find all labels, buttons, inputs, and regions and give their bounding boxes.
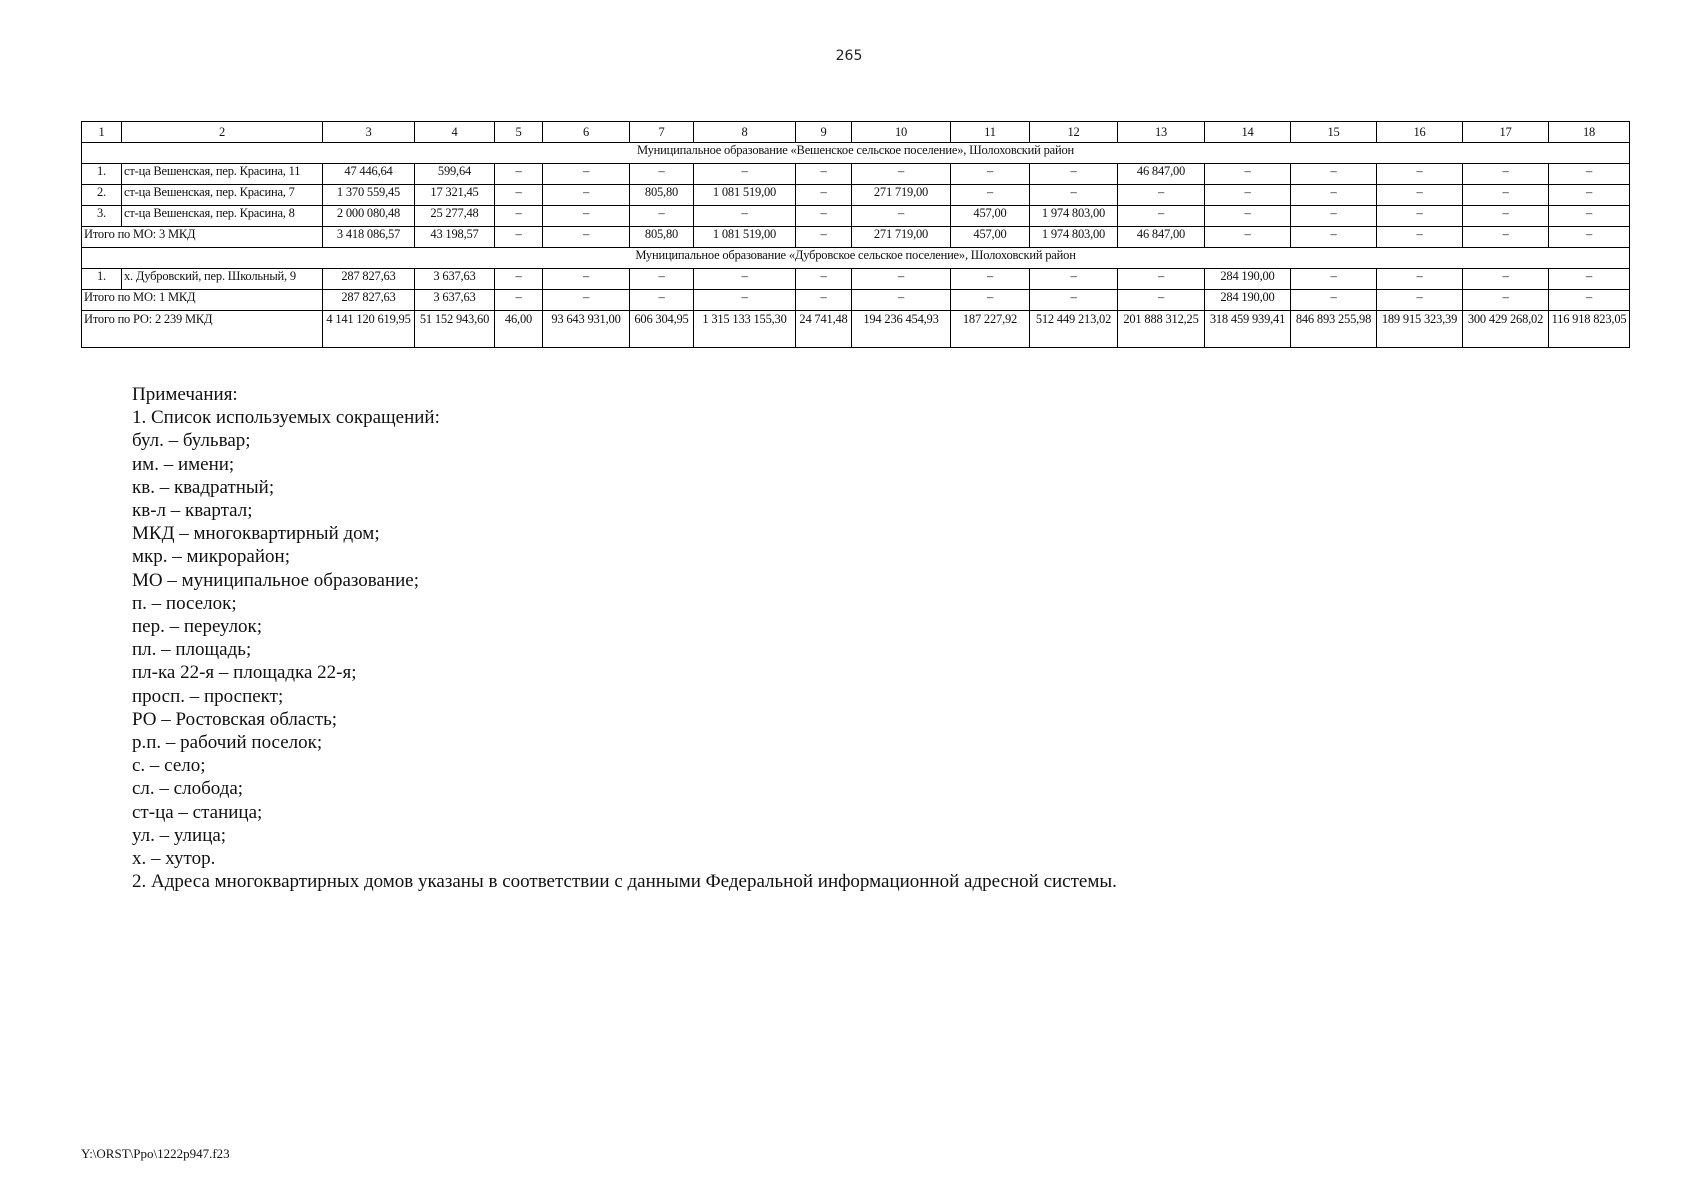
notes-line: кв-л – квартал; — [132, 500, 253, 522]
notes-line: МКД – многоквартирный дом; — [132, 523, 380, 545]
table-cell: – — [1118, 269, 1205, 290]
data-table-container — [81, 121, 1629, 348]
table-cell: – — [796, 290, 852, 311]
table-cell: ст-ца Вешенская, пер. Красина, 11 — [122, 164, 323, 185]
table-cell: – — [796, 269, 852, 290]
table-cell: 3 637,63 — [415, 290, 495, 311]
column-number-cell: 1 — [82, 122, 122, 143]
table-cell: 3 418 086,57 — [323, 227, 415, 248]
notes-line: бул. – бульвар; — [132, 430, 251, 452]
table-cell: 457,00 — [951, 206, 1030, 227]
table-row — [82, 269, 1630, 290]
subtotal-row — [82, 227, 1630, 248]
table-cell: – — [495, 164, 543, 185]
table-cell: – — [1463, 164, 1549, 185]
table-cell: 287 827,63 — [323, 269, 415, 290]
header-row — [82, 122, 1630, 143]
notes-line: пл-ка 22-я – площадка 22-я; — [132, 662, 357, 684]
table-cell: – — [495, 227, 543, 248]
table-cell: 93 643 931,00 — [543, 311, 630, 348]
table-cell: – — [1291, 290, 1377, 311]
table-cell: 271 719,00 — [852, 185, 951, 206]
table-cell: – — [1549, 206, 1630, 227]
table-cell: – — [694, 164, 796, 185]
table-cell: 17 321,45 — [415, 185, 495, 206]
table-cell: – — [1118, 290, 1205, 311]
notes-line: с. – село; — [132, 755, 206, 777]
notes-line: пер. – переулок; — [132, 616, 263, 638]
column-number-cell: 5 — [495, 122, 543, 143]
table-cell: – — [495, 185, 543, 206]
table-cell: х. Дубровский, пер. Школьный, 9 — [122, 269, 323, 290]
table-cell: – — [1463, 185, 1549, 206]
notes-line: кв. – квадратный; — [132, 476, 275, 498]
table-cell: – — [1549, 269, 1630, 290]
table-cell: 805,80 — [630, 227, 694, 248]
section-title-row — [82, 143, 1630, 164]
table-cell: – — [1118, 206, 1205, 227]
table-cell: Итого по РО: 2 239 МКД — [82, 311, 323, 348]
table-cell: – — [1377, 227, 1463, 248]
notes-list — [132, 406, 1117, 893]
notes-heading: Примечания: — [132, 384, 238, 405]
table-cell: 846 893 255,98 — [1291, 311, 1377, 348]
table-cell: 1 974 803,00 — [1030, 227, 1118, 248]
table-cell: – — [1377, 185, 1463, 206]
table-cell: – — [1030, 164, 1118, 185]
table-cell: – — [1205, 227, 1291, 248]
table-cell: – — [1030, 185, 1118, 206]
column-number-cell: 15 — [1291, 122, 1377, 143]
table-cell: – — [1291, 269, 1377, 290]
table-cell: 194 236 454,93 — [852, 311, 951, 348]
notes-line: им. – имени; — [132, 453, 235, 475]
column-number-cell: 4 — [415, 122, 495, 143]
table-cell: – — [1205, 185, 1291, 206]
notes-line: 1. Список используемых сокращений: — [132, 407, 440, 429]
table-cell: – — [543, 269, 630, 290]
table-cell: 25 277,48 — [415, 206, 495, 227]
file-path: Y:\ORST\Ppo\1222p947.f23 — [81, 1146, 230, 1161]
notes-line: ст-ца – станица; — [132, 801, 263, 823]
table-cell: 284 190,00 — [1205, 290, 1291, 311]
table-cell: 1. — [82, 164, 122, 185]
table-cell: – — [630, 206, 694, 227]
notes-line: РО – Ростовская область; — [132, 708, 338, 730]
table-cell: – — [951, 185, 1030, 206]
table-cell: – — [1549, 227, 1630, 248]
table-cell: – — [1549, 185, 1630, 206]
table-cell: 3 637,63 — [415, 269, 495, 290]
table-cell: 1 081 519,00 — [694, 227, 796, 248]
table-cell: 201 888 312,25 — [1118, 311, 1205, 348]
table-cell: – — [630, 164, 694, 185]
table-cell: 46 847,00 — [1118, 227, 1205, 248]
section-title: Муниципальное образование «Дубровское сельское поселение», Шолоховский район — [82, 248, 1630, 269]
table-cell: 189 915 323,39 — [1377, 311, 1463, 348]
table-cell: – — [852, 206, 951, 227]
column-number-cell: 7 — [630, 122, 694, 143]
table-cell: – — [1377, 164, 1463, 185]
table-cell: – — [543, 206, 630, 227]
table-cell: – — [1291, 185, 1377, 206]
table-cell: ст-ца Вешенская, пер. Красина, 7 — [122, 185, 323, 206]
table-cell: 43 198,57 — [415, 227, 495, 248]
table-cell: 284 190,00 — [1205, 269, 1291, 290]
table-cell: – — [630, 269, 694, 290]
table-row — [82, 185, 1630, 206]
table-cell: – — [1205, 206, 1291, 227]
table-cell: 512 449 213,02 — [1030, 311, 1118, 348]
table-cell: Итого по МО: 1 МКД — [82, 290, 323, 311]
table-cell: – — [543, 185, 630, 206]
table-cell: 1 370 559,45 — [323, 185, 415, 206]
page-number: 265 — [835, 48, 863, 64]
table-cell: – — [694, 269, 796, 290]
notes-line: х. – хутор. — [132, 848, 216, 870]
table-cell: – — [495, 290, 543, 311]
notes-line: мкр. – микрорайон; — [132, 546, 290, 568]
table-cell: – — [543, 164, 630, 185]
table-cell: – — [630, 290, 694, 311]
table-cell: – — [1118, 185, 1205, 206]
table-row — [82, 164, 1630, 185]
table-cell: 116 918 823,05 — [1549, 311, 1630, 348]
column-number-cell: 2 — [122, 122, 323, 143]
table-cell: – — [951, 164, 1030, 185]
table-cell: 24 741,48 — [796, 311, 852, 348]
table-cell: – — [951, 269, 1030, 290]
table-cell: 47 446,64 — [323, 164, 415, 185]
table-cell: 46 847,00 — [1118, 164, 1205, 185]
table-cell: – — [1549, 290, 1630, 311]
table-cell: – — [1463, 227, 1549, 248]
table-cell: 1 315 133 155,30 — [694, 311, 796, 348]
table-cell: – — [1030, 290, 1118, 311]
table-cell: – — [1030, 269, 1118, 290]
table-cell: – — [1377, 206, 1463, 227]
table-cell: – — [495, 269, 543, 290]
column-number-cell: 6 — [543, 122, 630, 143]
table-cell: 457,00 — [951, 227, 1030, 248]
section-title: Муниципальное образование «Вешенское сельское поселение», Шолоховский район — [82, 143, 1630, 164]
column-number-cell: 10 — [852, 122, 951, 143]
table-cell: – — [1377, 290, 1463, 311]
table-cell: 187 227,92 — [951, 311, 1030, 348]
table-cell: 318 459 939,41 — [1205, 311, 1291, 348]
column-number-cell: 13 — [1118, 122, 1205, 143]
table-cell: – — [1549, 164, 1630, 185]
table-cell: 805,80 — [630, 185, 694, 206]
column-number-cell: 11 — [951, 122, 1030, 143]
notes-line: 2. Адреса многоквартирных домов указаны в соответствии с данными Федеральной информационной адресной системы. — [132, 871, 1117, 893]
section-title-row — [82, 248, 1630, 269]
table-cell: 300 429 268,02 — [1463, 311, 1549, 348]
table-cell: 1 974 803,00 — [1030, 206, 1118, 227]
table-cell: – — [1463, 290, 1549, 311]
table-cell: 271 719,00 — [852, 227, 951, 248]
table-cell: 606 304,95 — [630, 311, 694, 348]
table-cell: – — [543, 227, 630, 248]
column-number-cell: 3 — [323, 122, 415, 143]
table-row — [82, 206, 1630, 227]
table-cell: – — [495, 206, 543, 227]
table-cell: – — [852, 269, 951, 290]
table-cell: 46,00 — [495, 311, 543, 348]
table-cell: – — [1463, 206, 1549, 227]
table-cell: 51 152 943,60 — [415, 311, 495, 348]
table-cell: – — [852, 290, 951, 311]
table-body — [82, 122, 1630, 348]
column-number-cell: 16 — [1377, 122, 1463, 143]
table-cell: – — [1463, 269, 1549, 290]
table-cell: – — [1291, 227, 1377, 248]
table-cell: – — [543, 290, 630, 311]
table-cell: – — [1377, 269, 1463, 290]
table-cell: 599,64 — [415, 164, 495, 185]
notes-line: просп. – проспект; — [132, 685, 284, 707]
table-cell: – — [796, 164, 852, 185]
table-cell: – — [796, 227, 852, 248]
notes-line: р.п. – рабочий поселок; — [132, 732, 323, 754]
table-cell: – — [796, 206, 852, 227]
table-cell: 3. — [82, 206, 122, 227]
notes-line: сл. – слобода; — [132, 778, 244, 800]
column-number-cell: 12 — [1030, 122, 1118, 143]
column-number-cell: 9 — [796, 122, 852, 143]
table-cell: – — [852, 164, 951, 185]
subtotal-row — [82, 290, 1630, 311]
column-number-cell: 8 — [694, 122, 796, 143]
table-cell: – — [694, 290, 796, 311]
table-cell: – — [951, 290, 1030, 311]
table-cell: 287 827,63 — [323, 290, 415, 311]
table-cell: – — [796, 185, 852, 206]
notes-line: п. – поселок; — [132, 592, 237, 614]
column-number-cell: 17 — [1463, 122, 1549, 143]
notes-line: ул. – улица; — [132, 824, 227, 846]
table-cell: 1. — [82, 269, 122, 290]
table-cell: – — [1291, 206, 1377, 227]
table-cell: – — [1291, 164, 1377, 185]
table-cell: 2. — [82, 185, 122, 206]
column-number-cell: 18 — [1549, 122, 1630, 143]
notes-block — [132, 383, 1117, 893]
column-number-cell: 14 — [1205, 122, 1291, 143]
table-cell: ст-ца Вешенская, пер. Красина, 8 — [122, 206, 323, 227]
grand-total-row — [82, 311, 1630, 348]
data-table — [81, 121, 1630, 348]
notes-line: пл. – площадь; — [132, 639, 252, 661]
table-cell: – — [1205, 164, 1291, 185]
table-cell: – — [694, 206, 796, 227]
table-cell: 1 081 519,00 — [694, 185, 796, 206]
table-cell: 4 141 120 619,95 — [323, 311, 415, 348]
notes-line: МО – муниципальное образование; — [132, 569, 420, 591]
table-cell: Итого по МО: 3 МКД — [82, 227, 323, 248]
table-cell: 2 000 080,48 — [323, 206, 415, 227]
